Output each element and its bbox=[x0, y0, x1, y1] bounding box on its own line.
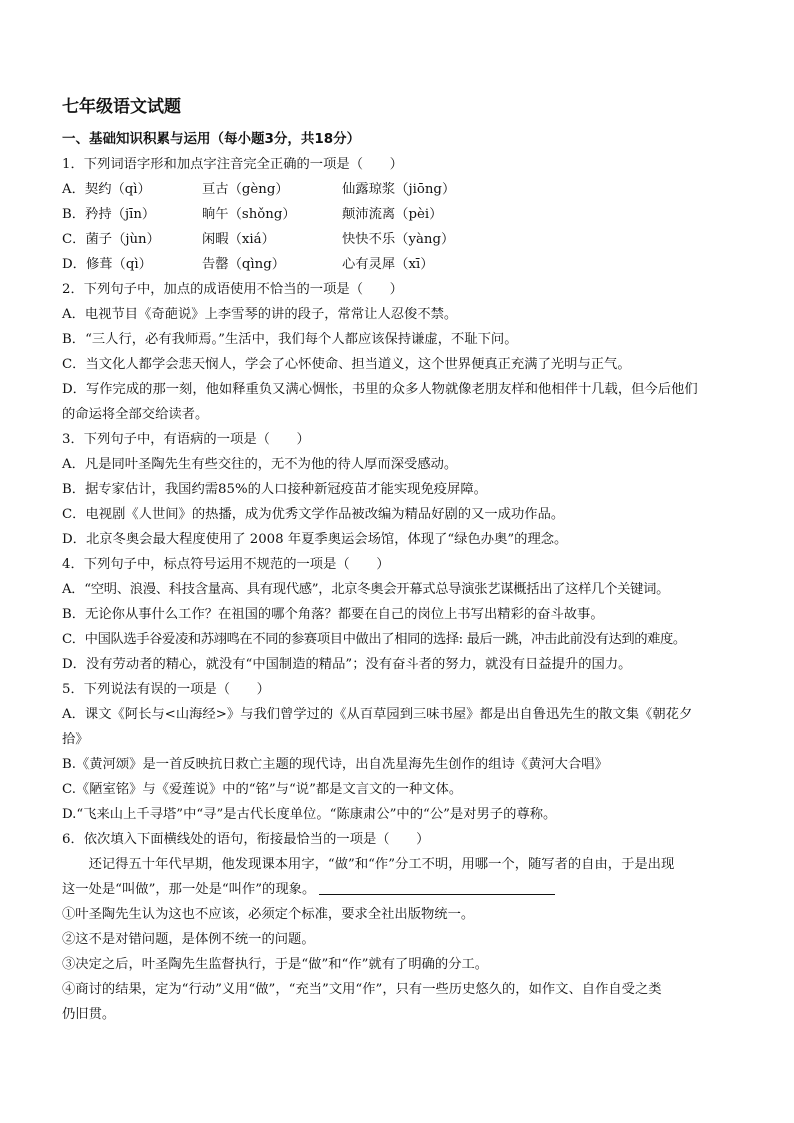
question-5-option-a-cont: 拾》 bbox=[62, 732, 89, 747]
question-2-option-b: B．“三人行，必有我师焉。”生活中，我们每个人都应该保持谦虚，不耻下问。 bbox=[62, 332, 518, 347]
option-word: D．修葺（qì） bbox=[62, 257, 152, 272]
option-word: 仙露琼浆（jiōng） bbox=[342, 182, 456, 197]
option-word: B．矜持（jīn） bbox=[62, 207, 156, 222]
option-word: 亘古（gèng） bbox=[202, 182, 289, 197]
option-word: 快快不乐（yàng） bbox=[342, 232, 455, 247]
question-4-stem: 4．下列句子中，标点符号运用不规范的一项是（ ） bbox=[62, 557, 390, 572]
option-word: A．契约（qì） bbox=[62, 182, 151, 197]
exam-page bbox=[62, 96, 734, 1027]
question-5-option-d: D.“飞来山上千寻塔”中“寻”是古代长度单位。“陈康肃公”中的“公”是对男子的尊称。 bbox=[62, 807, 557, 822]
question-5-option-a: A．课文《阿长与<山海经>》与我们曾学过的《从百草园到三味书屋》都是出自鲁迅先生的散文集《朝花夕 bbox=[62, 707, 693, 722]
question-6-passage: 还记得五十年代早期，他发现课本用字，“做”和“作”分工不明，用哪一个，随写者的自由，于是出现 bbox=[88, 857, 675, 872]
option-word: 心有灵犀（xī） bbox=[342, 257, 434, 272]
question-6-passage-cont bbox=[62, 877, 734, 902]
question-5-stem: 5．下列说法有误的一项是（ ） bbox=[62, 682, 270, 697]
question-4-option-d: D．没有劳动者的精心，就没有“中国制造的精品”；没有奋斗者的努力，就没有日益提升的国力。 bbox=[62, 657, 632, 672]
question-2-option-d: D．写作完成的那一刻，他如释重负又满心惆怅，书里的众多人物就像老朋友样和他相伴十几载，但今后他们 bbox=[62, 382, 698, 397]
question-4-option-b: B．无论你从事什么工作？在祖国的哪个角落？都要在自己的岗位上书写出精彩的奋斗故事。 bbox=[62, 607, 604, 622]
question-2-option-d-cont: 的命运将全部交给读者。 bbox=[62, 407, 209, 422]
question-3-option-d: D．北京冬奥会最大程度使用了 2008 年夏季奥运会场馆，体现了“绿色办奥”的理念。 bbox=[62, 532, 568, 547]
question-5-option-b: B.《黄河颂》是一首反映抗日救亡主题的现代诗，出自冼星海先生创作的组诗《黄河大合唱》 bbox=[62, 757, 608, 772]
question-2-option-c: C．当文化人都学会悲天悯人，学会了心怀使命、担当道义，这个世界便真正充满了光明与正气。 bbox=[62, 357, 631, 372]
question-3-option-c: C．电视剧《人世间》的热播，成为优秀文学作品被改编为精品好剧的又一成功作品。 bbox=[62, 507, 565, 522]
question-6-stem: 6．依次填入下面横线处的语句，衔接最恰当的一项是（ ） bbox=[62, 832, 430, 847]
option-word: C．菌子（jùn） bbox=[62, 232, 160, 247]
question-1-option-d bbox=[62, 252, 734, 277]
passage-text: 这一处是“叫做”，那一处是“叫作”的现象。 bbox=[62, 882, 316, 897]
question-3-option-b: B．据专家估计，我国约需85%的人口接种新冠疫苗才能实现免疫屏障。 bbox=[62, 482, 487, 497]
question-2-option-a: A．电视节目《奇葩说》上李雪琴的讲的段子，常常让人忍俊不禁。 bbox=[62, 307, 458, 322]
question-6-sentence-1: ①叶圣陶先生认为这也不应该，必须定个标准，要求全社出版物统一。 bbox=[62, 907, 475, 922]
question-4-option-a: A．“空明、浪漫、科技含量高、具有现代感”，北京冬奥会开幕式总导演张艺谋概括出了这样几个关键词。 bbox=[62, 582, 670, 597]
option-word: 晌午（shǒng） bbox=[202, 207, 296, 222]
answer-blank[interactable] bbox=[319, 880, 555, 895]
question-1-stem: 1．下列词语字形和加点字注音完全正确的一项是（ ） bbox=[62, 157, 403, 172]
question-1-option-b bbox=[62, 202, 734, 227]
question-3-stem: 3．下列句子中，有语病的一项是（ ） bbox=[62, 432, 310, 447]
question-6-sentence-4-cont: 仍旧贯。 bbox=[62, 1007, 116, 1022]
option-word: 颠沛流离（pèi） bbox=[342, 207, 443, 222]
question-2-stem: 2．下列句子中，加点的成语使用不恰当的一项是（ ） bbox=[62, 282, 403, 297]
question-3-option-a: A．凡是同叶圣陶先生有些交往的，无不为他的待人厚而深受感动。 bbox=[62, 457, 458, 472]
question-4-option-c: C．中国队选手谷爱凌和苏翊鸣在不同的参赛项目中做出了相同的选择: 最后一跳，冲击此前没有达到的难度。 bbox=[62, 632, 686, 647]
question-1-option-c bbox=[62, 227, 734, 252]
question-6-sentence-4: ④商讨的结果，定为“行动”义用“做”，“充当”文用“作”，只有一些历史悠久的，如作文、自作自受之类 bbox=[62, 982, 662, 997]
exam-title: 七年级语文试题 bbox=[62, 97, 181, 117]
option-word: 告罄（qìng） bbox=[202, 257, 286, 272]
question-6-sentence-3: ③决定之后，叶圣陶先生监督执行，于是“做”和“作”就有了明确的分工。 bbox=[62, 957, 489, 972]
section-heading: 一、基础知识积累与运用（每小题3分，共18分） bbox=[62, 131, 361, 147]
question-6-sentence-2: ②这不是对错问题，是体例不统一的问题。 bbox=[62, 932, 315, 947]
option-word: 闲暇（xiá） bbox=[202, 232, 275, 247]
question-5-option-c: C.《陋室铭》与《爱莲说》中的“铭”与“说”都是文言文的一种文体。 bbox=[62, 782, 463, 797]
question-1-option-a bbox=[62, 177, 734, 202]
